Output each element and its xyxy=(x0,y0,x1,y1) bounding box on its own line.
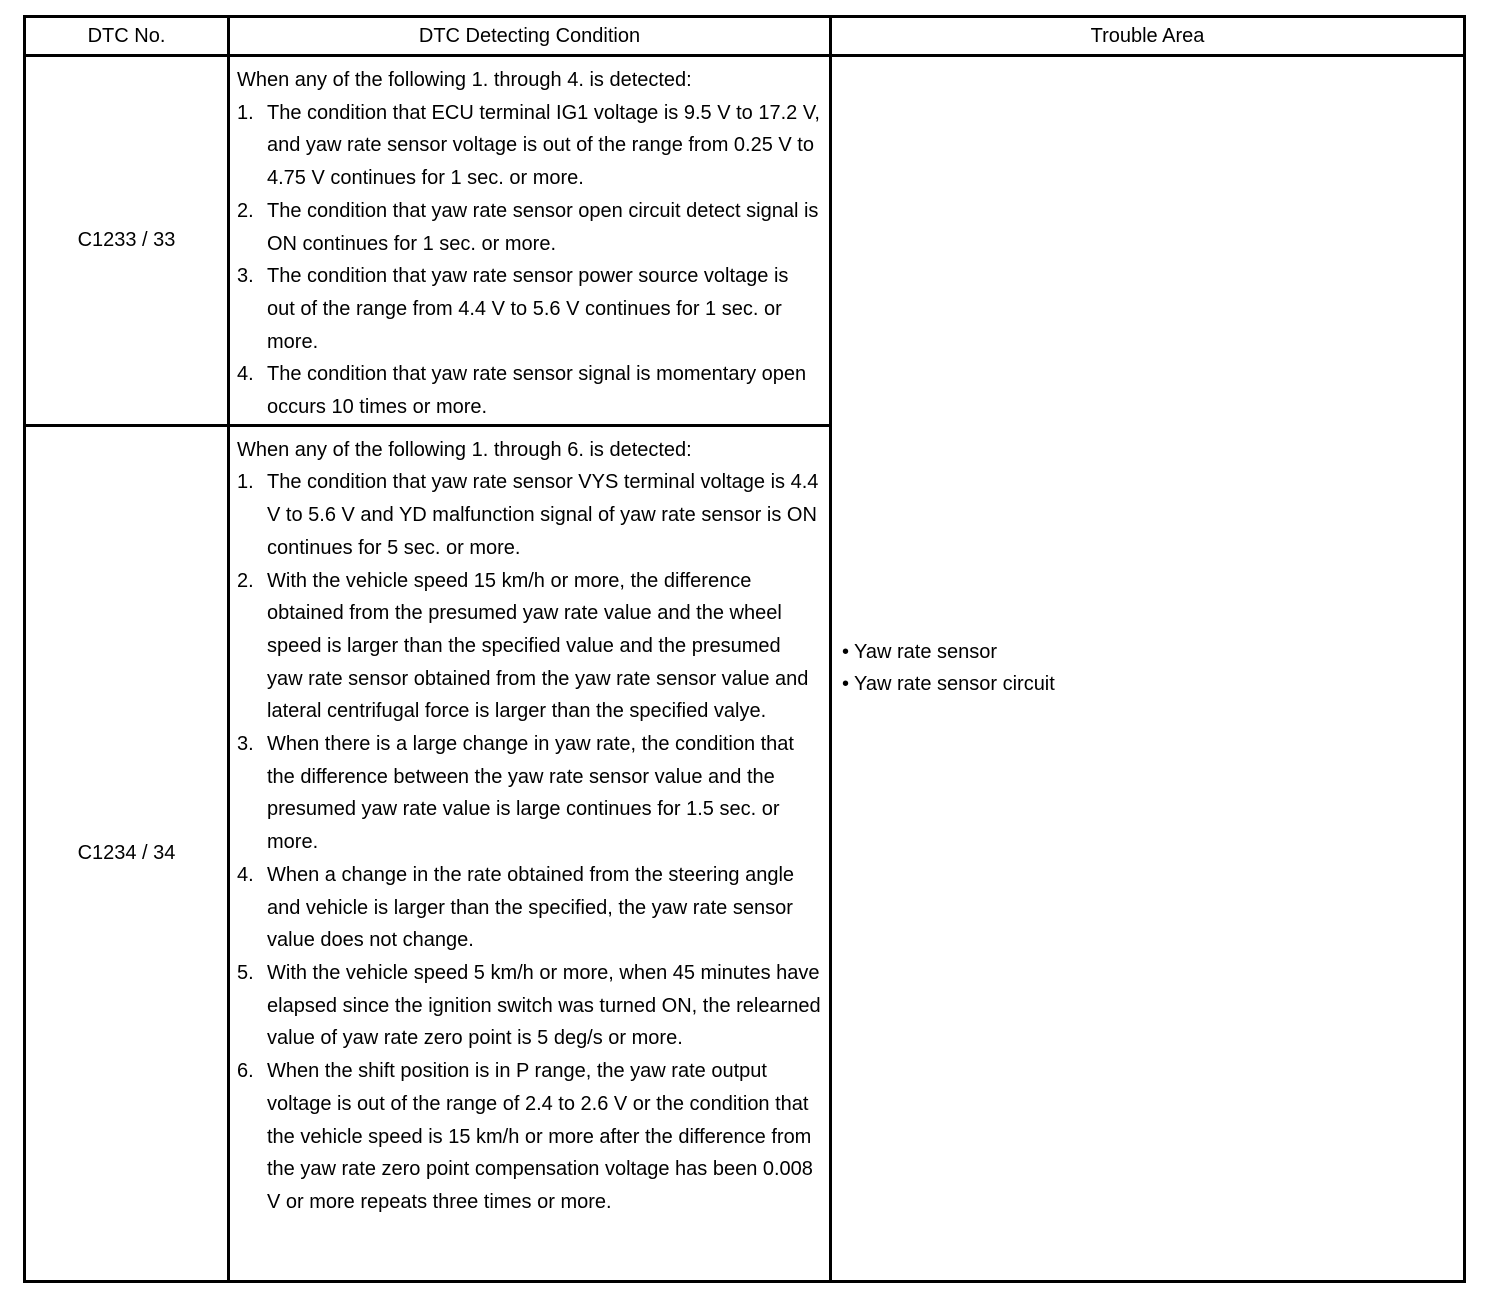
condition-item xyxy=(237,466,821,564)
header-condition: DTC Detecting Condition xyxy=(229,17,831,56)
condition-item xyxy=(237,728,821,859)
dtc-code: C1233 / 33 xyxy=(25,56,229,426)
bullet-icon: • xyxy=(842,673,850,696)
condition-text: The condition that yaw rate sensor power source voltage is out of the range from 4.4 V to 5.6 V continues for 1 sec. or more. xyxy=(267,265,789,353)
bullet-icon: • xyxy=(842,640,850,663)
trouble-area-list xyxy=(842,636,1463,701)
condition-item xyxy=(237,358,821,423)
trouble-area-item xyxy=(842,668,1463,701)
header-trouble-area: Trouble Area xyxy=(831,17,1465,56)
table-row xyxy=(25,56,1465,426)
condition-item xyxy=(237,859,821,957)
condition-list xyxy=(237,466,821,1218)
condition-text: The condition that yaw rate sensor open circuit detect signal is ON continues for 1 sec. or more. xyxy=(267,199,819,255)
trouble-area-cell xyxy=(831,56,1465,1282)
condition-number: 4. xyxy=(237,863,254,886)
condition-list xyxy=(237,97,821,424)
condition-cell xyxy=(229,425,831,1281)
condition-intro: When any of the following 1. through 6. is detected: xyxy=(237,438,692,461)
condition-intro: When any of the following 1. through 4. is detected: xyxy=(237,69,692,91)
condition-item xyxy=(237,1055,821,1219)
condition-number: 2. xyxy=(237,199,254,222)
condition-item xyxy=(237,195,821,260)
condition-item xyxy=(237,957,821,1055)
condition-number: 3. xyxy=(237,733,254,756)
condition-cell xyxy=(229,56,831,426)
condition-text: When a change in the rate obtained from the steering angle and vehicle is larger than the specified, the yaw rate sensor value does not change. xyxy=(267,863,795,952)
condition-item xyxy=(237,565,821,729)
condition-item xyxy=(237,260,821,358)
condition-number: 5. xyxy=(237,961,254,984)
condition-number: 1. xyxy=(237,471,254,494)
condition-item xyxy=(237,97,821,195)
dtc-code: C1234 / 34 xyxy=(25,425,229,1281)
condition-number: 6. xyxy=(237,1060,254,1083)
condition-number: 4. xyxy=(237,363,254,386)
trouble-area-text: Yaw rate sensor circuit xyxy=(854,673,1055,696)
condition-text: When the shift position is in P range, the yaw rate output voltage is out of the range of 2.4 to 2.6 V or the condition that the vehicle speed is 15 km/h or more after the difference from the yaw rate zero point compensation voltage has been 0.008 V or more repeats three times or more. xyxy=(267,1060,813,1213)
condition-text: The condition that yaw rate sensor signal is momentary open occurs 10 times or more. xyxy=(267,363,807,419)
trouble-area-item xyxy=(842,636,1463,669)
condition-text: When there is a large change in yaw rate, the condition that the difference between the yaw rate sensor value and the presumed yaw rate value is large continues for 1.5 sec. or more. xyxy=(267,733,794,854)
trouble-area-text: Yaw rate sensor xyxy=(854,640,998,663)
condition-text: With the vehicle speed 5 km/h or more, when 45 minutes have elapsed since the ignition switch was turned ON, the relearned value of yaw rate zero point is 5 deg/s or more. xyxy=(267,961,821,1050)
header-dtc-no: DTC No. xyxy=(25,17,229,56)
header-row xyxy=(25,17,1465,56)
dtc-table xyxy=(23,15,1466,1283)
condition-number: 2. xyxy=(237,569,254,592)
condition-number: 1. xyxy=(237,101,254,124)
condition-text: With the vehicle speed 15 km/h or more, the difference obtained from the presumed yaw rate value and the wheel speed is larger than the specified value and the presumed yaw rate sensor obtained from the yaw rate sensor value and lateral centrifugal force is larger than the specified valye. xyxy=(267,569,809,723)
condition-text: The condition that ECU terminal IG1 voltage is 9.5 V to 17.2 V, and yaw rate sensor voltage is out of the range from 0.25 V to 4.75 V continues for 1 sec. or more. xyxy=(267,101,820,190)
condition-text: The condition that yaw rate sensor VYS terminal voltage is 4.4 V to 5.6 V and YD malfunction signal of yaw rate sensor is ON continues for 5 sec. or more. xyxy=(267,471,819,559)
condition-number: 3. xyxy=(237,265,254,288)
